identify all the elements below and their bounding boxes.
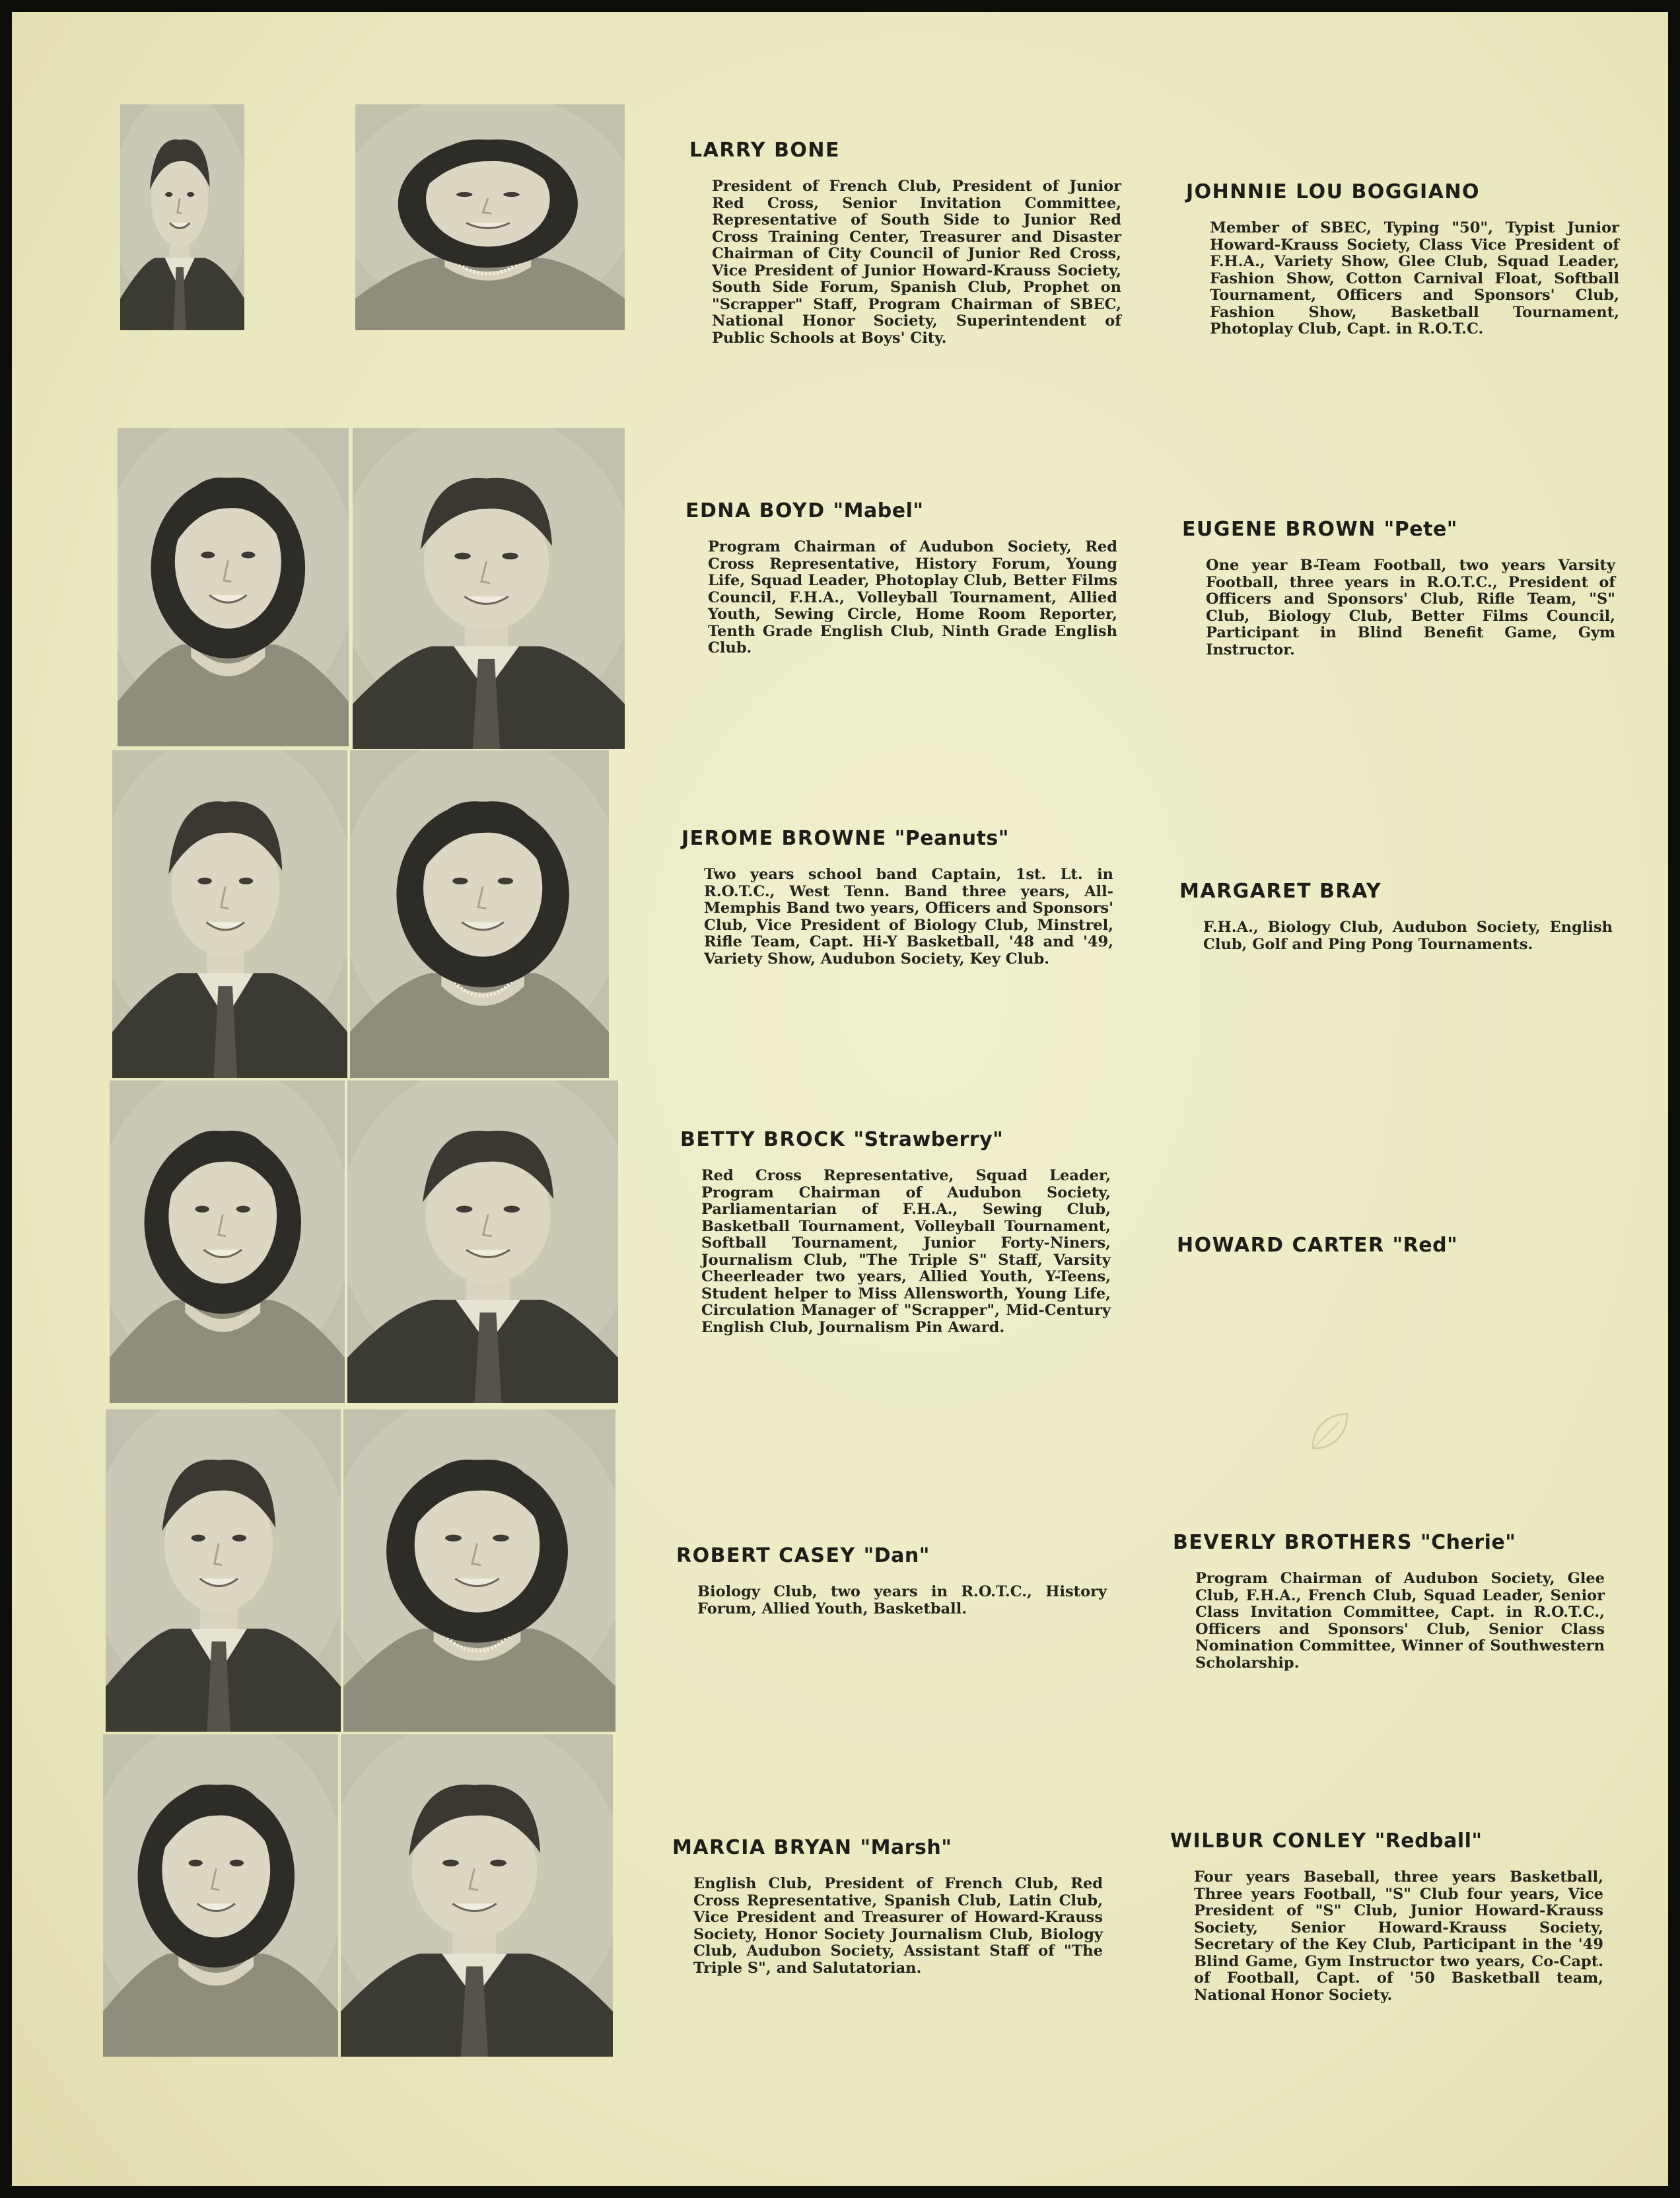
student-name: LARRY BONE <box>689 139 841 162</box>
leaf-watermark-icon <box>1306 1409 1352 1455</box>
yearbook-page <box>12 12 1668 2186</box>
student-portrait <box>120 104 244 330</box>
student-name: ROBERT CASEY "Dan" <box>676 1544 930 1567</box>
portrait-photo-icon <box>103 1734 338 2057</box>
student-name: MARCIA BRYAN "Marsh" <box>672 1836 952 1859</box>
portrait-photo-icon <box>350 750 609 1078</box>
student-portrait <box>353 428 625 749</box>
student-bio: Member of SBEC, Typing "50", Typist Junior Howard-Krauss Society, Class Vice President of F.H.A., Variety Show, Glee Club, Squad Leader, Fashion Show, Cotton Carnival Float, Softball Tournament, Officers and Sponsors' Club, Fashion Show, Basketball Tournament, Photoplay Club, Capt. in R.O.T.C. <box>1210 219 1619 337</box>
student-name: EDNA BOYD "Mabel" <box>685 499 924 522</box>
student-bio: President of French Club, President of Junior Red Cross, Senior Invitation Committee, Representative of South Side to Junior Red Cross Training Center, Treasurer and Disaster Chairman of City Council of Junior Red Cross, Vice President of Junior Howard-Krauss Society, South Side Forum, Spanish Club, Prophet on "Scrapper" Staff, Program Chairman of SBEC, National Honor Society, Superintendent of Public Schools at Boys' City. <box>712 178 1121 347</box>
student-name: HOWARD CARTER "Red" <box>1177 1234 1458 1257</box>
student-portrait <box>341 1734 613 2057</box>
student-bio: Two years school band Captain, 1st. Lt. in R.O.T.C., West Tenn. Band three years, All-Memphis Band two years, Officers and Sponsors' Club, Vice President of Biology Club, Minstrel, Rifle Team, Capt. Hi-Y Basketball, '48 and '49, Variety Show, Audubon Society, Key Club. <box>704 866 1113 968</box>
student-portrait <box>112 750 347 1078</box>
portrait-photo-icon <box>106 1409 341 1732</box>
student-bio: Red Cross Representative, Squad Leader, Program Chairman of Audubon Society, Parliamentarian of F.H.A., Sewing Club, Basketball Tournament, Volleyball Tournament, Softball Tournament, Junior Forty-Niners, Journalism Club, "The Triple S" Staff, Varsity Cheerleader two years, Allied Youth, Y-Teens, Student helper to Miss Allensworth, Young Life, Circulation Manager of "Scrapper", Mid-Century English Club, Journalism Pin Award. <box>701 1167 1111 1336</box>
student-bio: Four years Baseball, three years Basketball, Three years Football, "S" Club four years, Vice President of "S" Club, Junior Howard-Krauss Society, Senior Howard-Krauss Society, Secretary of the Key Club, Participant in the '49 Blind Game, Gym Instructor two years, Co-Capt. of Football, Capt. of '50 Basketball team, National Honor Society. <box>1194 1868 1603 2004</box>
student-name: BEVERLY BROTHERS "Cherie" <box>1173 1531 1516 1554</box>
student-bio: One year B-Team Football, two years Varsity Football, three years in R.O.T.C., President of Officers and Sponsors' Club, Rifle Team, "S" Club, Biology Club, Better Films Council, Participant in Blind Benefit Game, Gym Instructor. <box>1206 557 1615 658</box>
portrait-photo-icon <box>110 1081 345 1403</box>
portrait-photo-icon <box>112 750 347 1078</box>
portrait-photo-icon <box>120 104 244 330</box>
student-bio: Biology Club, two years in R.O.T.C., History Forum, Allied Youth, Basketball. <box>697 1583 1107 1617</box>
student-name: EUGENE BROWN "Pete" <box>1182 518 1457 541</box>
student-portrait <box>355 104 625 330</box>
student-portrait <box>110 1081 345 1403</box>
student-portrait <box>118 428 349 746</box>
portrait-photo-icon <box>353 428 625 749</box>
student-name: WILBUR CONLEY "Redball" <box>1170 1829 1483 1853</box>
student-bio: Program Chairman of Audubon Society, Glee Club, F.H.A., French Club, Squad Leader, Senior Class Invitation Committee, Capt. in R.O.T.C., Officers and Sponsors' Club, Senior Class Nomination Committee, Winner of Southwestern Scholarship. <box>1195 1570 1605 1672</box>
student-portrait <box>343 1409 615 1732</box>
portrait-photo-icon <box>355 104 625 330</box>
student-name: JEROME BROWNE "Peanuts" <box>682 827 1009 850</box>
student-portrait <box>103 1734 338 2057</box>
portrait-photo-icon <box>341 1734 613 2057</box>
student-portrait <box>347 1081 618 1403</box>
portrait-photo-icon <box>347 1081 618 1403</box>
student-name: MARGARET BRAY <box>1179 880 1382 903</box>
portrait-photo-icon <box>118 428 349 746</box>
student-bio: Program Chairman of Audubon Society, Red Cross Representative, History Forum, Young Life, Squad Leader, Photoplay Club, Better Films Council, F.H.A., Volleyball Tournament, Allied Youth, Sewing Circle, Home Room Reporter, Tenth Grade English Club, Ninth Grade English Club. <box>708 538 1117 656</box>
student-portrait <box>350 750 609 1078</box>
student-name: JOHNNIE LOU BOGGIANO <box>1186 180 1481 203</box>
student-portrait <box>106 1409 341 1732</box>
student-bio: F.H.A., Biology Club, Audubon Society, English Club, Golf and Ping Pong Tournaments. <box>1203 919 1613 953</box>
portrait-photo-icon <box>343 1409 615 1732</box>
student-bio: English Club, President of French Club, Red Cross Representative, Spanish Club, Latin Club, Vice President and Treasurer of Howard-Krauss Society, Honor Society Journalism Club, Biology Club, Audubon Society, Assistant Staff of "The Triple S", and Salutatorian. <box>693 1875 1103 1977</box>
student-name: BETTY BROCK "Strawberry" <box>680 1128 1004 1151</box>
